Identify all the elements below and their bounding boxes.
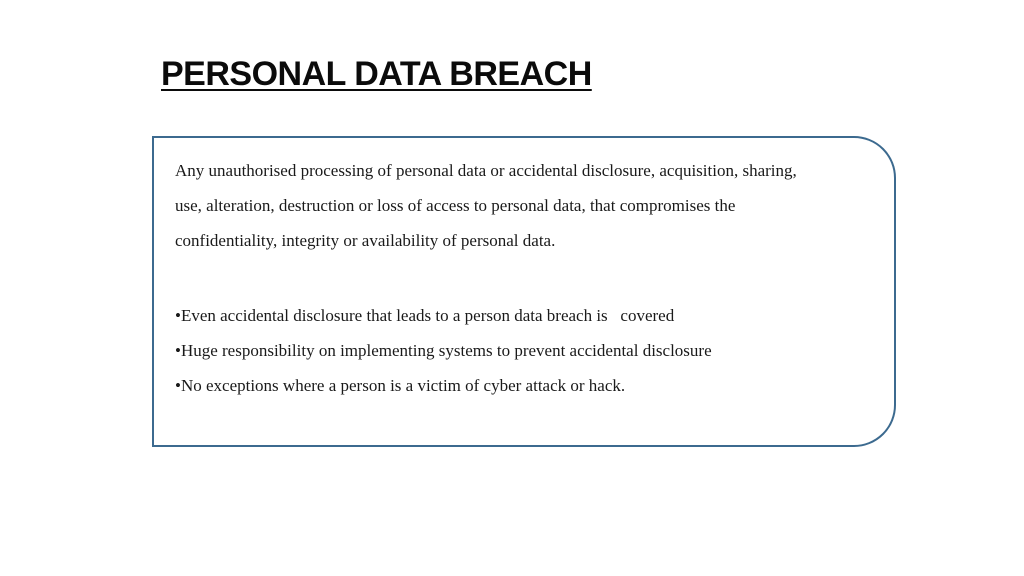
slide-title: PERSONAL DATA BREACH [161, 55, 592, 93]
bullet-list [175, 298, 712, 403]
definition-paragraph: Any unauthorised processing of personal data or accidental disclosure, acquisition, sharing, use, alteration, destruction or loss of access to personal data, that compromises the confidentiality, integrity or availability of personal data. [175, 161, 797, 250]
bullet-item: •Even accidental disclosure that leads to a person data breach is covered [175, 306, 675, 325]
bullet-item: •Huge responsibility on implementing systems to prevent accidental disclosure [175, 341, 712, 360]
bullet-item: •No exceptions where a person is a victim of cyber attack or hack. [175, 376, 626, 395]
